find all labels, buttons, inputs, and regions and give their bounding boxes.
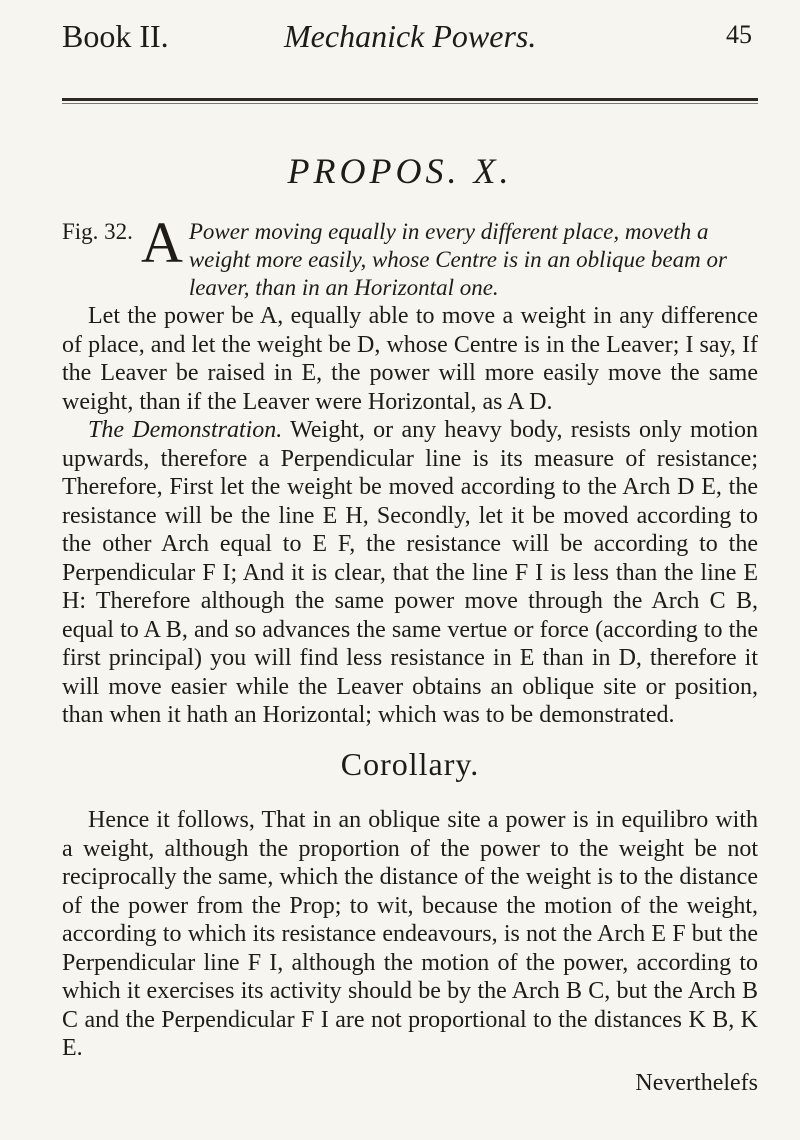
book-label: Book II. bbox=[62, 18, 169, 54]
paragraph-1: Let the power be A, equally able to move a weight in any difference of place, and let the weight be D, whose Centre is in the Leaver; I say, If the Leaver be raised in E, the power will more easily move the same weight, than if the Leaver were Horizontal, as A D. bbox=[62, 303, 758, 415]
demonstration-heading: The Demonstration. bbox=[88, 417, 283, 443]
statement-text: Power moving equally in every different place, moveth a weight more easily, whose Centre is in an oblique beam or leaver, than in an Horizontal one. bbox=[188, 219, 727, 300]
catchword: Neverthelefs bbox=[635, 1069, 758, 1096]
running-header bbox=[62, 18, 752, 58]
drop-cap: A bbox=[140, 210, 183, 275]
proposition-statement bbox=[62, 210, 758, 302]
corollary-heading: Corollary. bbox=[340, 745, 480, 782]
proposition-title: PROPOS. X. bbox=[287, 151, 513, 191]
figure-reference: Fig. 32. bbox=[62, 219, 133, 244]
text-body bbox=[62, 210, 759, 1097]
header-rule-thin bbox=[62, 103, 758, 104]
header-rule bbox=[62, 98, 758, 101]
page-number: 45 bbox=[726, 20, 752, 49]
running-title: Mechanick Powers. bbox=[284, 18, 537, 54]
corollary-text: Hence it follows, That in an oblique site a power is in equilibro with a weight, although the proportion of the power to the weight be not reciprocally the same, which the distance of the weight is to the distance of the power from the Prop; to wit, because the motion of the weight, according to which its resistance endeavours, is not the Arch E F but the Perpendicular line F I, although the motion of the power, according to which it exercises its activity should be by the Arch B C, but the Arch B C and the Perpendicular F I are not proportional to the distances K B, K E. bbox=[62, 807, 758, 1061]
demonstration-text: Weight, or any heavy body, resists only motion upwards, therefore a Perpendicular line is its measure of resistance; Therefore, First let the weight be moved according to the Arch D E, the resistance will be the line E H, Secondly, let it be moved according to the other Arch equal to E F, the resistance will be according to the Perpendicular F I; And it is clear, that the line F I is less than the line E H: Therefore although the same power move through the Arch C B, equal to A B, and so advances the same vertue or force (according to the first principal) you will find less resistance in E than in D, therefore it will move easier while the Leaver obtains an oblique site or position, than when it hath an Horizontal; which was to be demonstrated. bbox=[62, 417, 759, 728]
paragraph-2 bbox=[62, 416, 758, 730]
